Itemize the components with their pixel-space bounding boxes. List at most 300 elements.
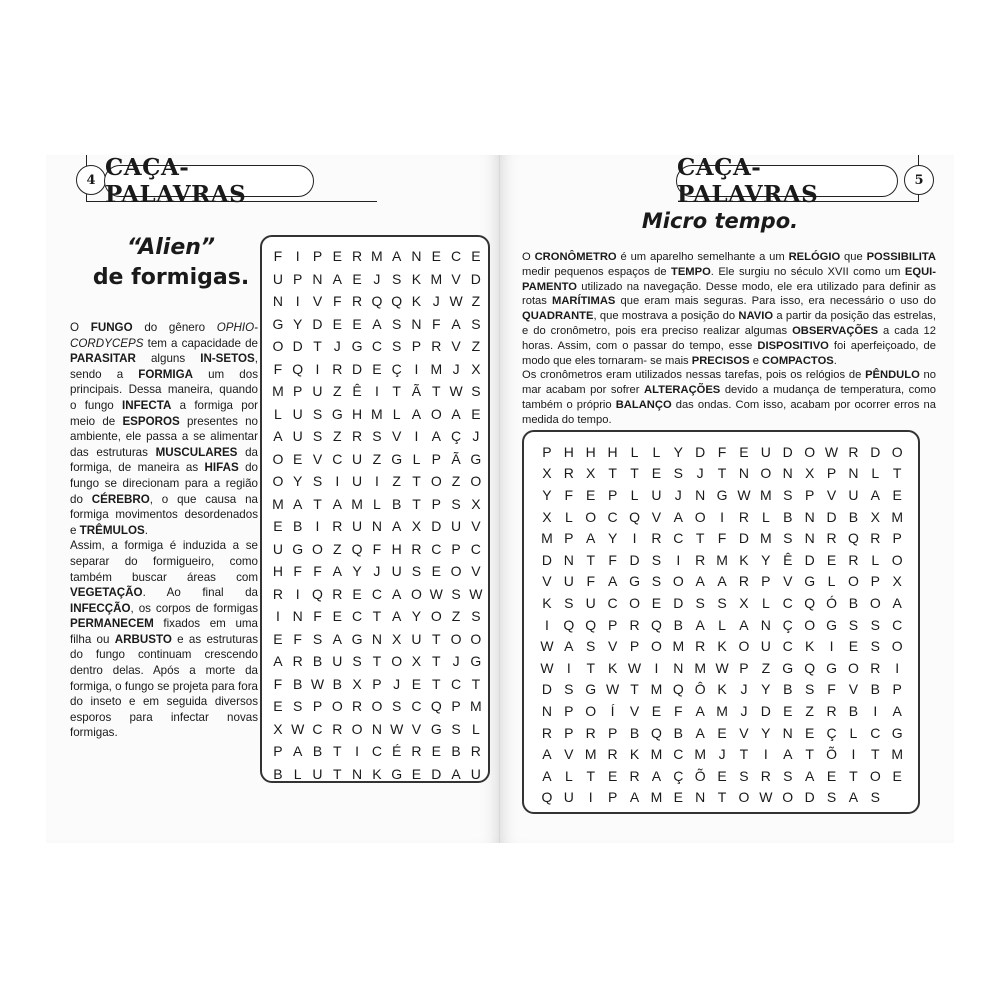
- grid-letter: Y: [673, 443, 683, 460]
- grid-letter: J: [740, 681, 748, 698]
- grid-letter: Z: [761, 659, 771, 676]
- grid-letter: E: [431, 743, 441, 760]
- grid-letter: Q: [312, 585, 323, 602]
- grid-letter: Q: [629, 508, 640, 525]
- grid-letter: K: [717, 638, 727, 655]
- text-run: é um aparelho semelhante a um: [616, 251, 789, 263]
- grid-letter: L: [564, 767, 573, 784]
- grid-letter: M: [470, 698, 482, 715]
- grid-letter: I: [295, 585, 300, 602]
- keyword: DISPOSITIVO: [757, 339, 829, 352]
- grid-letter: R: [629, 767, 640, 784]
- grid-letter: G: [272, 315, 284, 332]
- grid-letter: E: [352, 315, 362, 332]
- grid-letter: N: [371, 630, 382, 647]
- keyword: NAVIO: [738, 310, 774, 323]
- grid-letter: Ç: [782, 616, 793, 633]
- grid-letter: O: [760, 465, 772, 482]
- grid-letter: O: [585, 702, 597, 719]
- grid-letter: A: [273, 653, 283, 670]
- grid-letter: S: [392, 698, 402, 715]
- grid-letter: C: [673, 746, 684, 763]
- grid-letter: A: [651, 767, 662, 784]
- text-run: . Ele surgiu no século XVII como um: [710, 265, 905, 278]
- grid-letter: U: [312, 383, 323, 400]
- grid-letter: C: [352, 608, 363, 625]
- grid-letter: Z: [451, 473, 461, 490]
- grid-letter: I: [374, 473, 379, 490]
- keyword: BALANÇO: [615, 398, 672, 411]
- grid-letter: Z: [333, 540, 342, 557]
- grid-letter: S: [312, 405, 323, 422]
- grid-letter: Y: [761, 724, 771, 741]
- grid-letter: O: [782, 789, 794, 806]
- grid-letter: Z: [471, 338, 481, 355]
- grid-letter: P: [564, 702, 574, 719]
- grid-letter: A: [564, 638, 574, 655]
- grid-letter: B: [451, 743, 461, 760]
- grid-letter: T: [412, 495, 421, 512]
- text-run: um dos principais. Dessa maneira, quando o fungo: [70, 367, 258, 412]
- grid-letter: J: [452, 653, 460, 670]
- grid-letter: B: [293, 675, 303, 692]
- grid-letter: Y: [761, 551, 771, 568]
- grid-letter: R: [541, 724, 552, 741]
- grid-letter: M: [716, 702, 728, 719]
- grid-letter: Z: [372, 450, 382, 467]
- grid-letter: N: [292, 608, 303, 625]
- grid-letter: X: [471, 360, 481, 377]
- grid-letter: G: [782, 659, 794, 676]
- grid-letter: T: [608, 465, 617, 482]
- grid-letter: I: [654, 659, 659, 676]
- grid-letter: W: [627, 659, 642, 676]
- grid-letter: O: [694, 508, 706, 525]
- grid-letter: W: [449, 293, 463, 310]
- text-run: medir pequenos espaços de: [522, 265, 672, 278]
- grid-letter: S: [804, 681, 815, 698]
- keyword: FUNGO: [90, 321, 133, 334]
- grid-letter: O: [272, 338, 284, 355]
- grid-letter: A: [542, 767, 552, 784]
- grid-letter: O: [312, 540, 323, 557]
- grid-letter: Y: [607, 530, 618, 547]
- grid-letter: S: [352, 653, 362, 670]
- keyword: ESPOROS: [122, 414, 180, 428]
- grid-letter: O: [672, 573, 684, 590]
- grid-letter: W: [390, 720, 404, 737]
- grid-letter: Z: [333, 428, 342, 445]
- grid-letter: O: [371, 698, 383, 715]
- grid-letter: S: [392, 315, 402, 332]
- grid-letter: I: [763, 746, 768, 763]
- grid-letter: S: [651, 551, 662, 568]
- grid-letter: P: [804, 486, 815, 503]
- grid-letter: H: [563, 443, 574, 460]
- grid-letter: A: [273, 428, 283, 445]
- grid-letter: H: [352, 405, 363, 422]
- grid-letter: B: [392, 495, 402, 512]
- keyword: OBSERVAÇÕES: [792, 324, 879, 337]
- grid-letter: S: [564, 594, 574, 611]
- grid-letter: H: [391, 540, 402, 557]
- grid-letter: S: [471, 608, 481, 625]
- grid-letter: R: [332, 518, 343, 535]
- grid-letter: X: [471, 495, 481, 512]
- grid-letter: Q: [371, 293, 383, 310]
- grid-letter: O: [272, 450, 284, 467]
- grid-letter: O: [738, 789, 750, 806]
- grid-letter: A: [695, 616, 705, 633]
- grid-letter: M: [541, 530, 553, 547]
- grid-letter: M: [650, 789, 663, 806]
- grid-letter: V: [564, 746, 574, 763]
- grid-letter: P: [607, 616, 618, 633]
- grid-letter: Ç: [451, 428, 462, 445]
- grid-letter: F: [827, 681, 836, 698]
- grid-letter: T: [586, 659, 595, 676]
- grid-letter: A: [695, 702, 705, 719]
- grid-letter: H: [585, 443, 596, 460]
- grid-letter: P: [761, 573, 771, 590]
- grid-letter: P: [607, 486, 618, 503]
- grid-letter: E: [651, 702, 662, 719]
- grid-letter: N: [782, 724, 793, 741]
- keyword: ALTERAÇÕES: [644, 384, 721, 397]
- grid-letter: N: [804, 508, 815, 525]
- grid-letter: X: [411, 518, 422, 535]
- grid-letter: A: [542, 746, 552, 763]
- grid-letter: D: [470, 270, 481, 287]
- text-run: O: [522, 251, 535, 263]
- grid-letter: B: [848, 508, 859, 525]
- grid-letter: C: [451, 675, 462, 692]
- grid-letter: E: [352, 270, 362, 287]
- text-run: a partir da posição das estrelas, e do cronômetro, pois era preciso realizar algumas: [522, 310, 936, 337]
- grid-letter: A: [848, 789, 859, 806]
- grid-letter: B: [312, 653, 323, 670]
- grid-letter: U: [470, 765, 481, 782]
- grid-letter: T: [313, 495, 322, 512]
- grid-letter: L: [718, 616, 726, 633]
- grid-letter: I: [873, 702, 878, 719]
- grid-letter: L: [564, 508, 573, 525]
- grid-letter: X: [739, 594, 749, 611]
- grid-letter: D: [292, 338, 303, 355]
- grid-letter: C: [371, 585, 382, 602]
- grid-letter: S: [471, 383, 481, 400]
- grid-letter: A: [392, 585, 402, 602]
- grid-letter: O: [272, 473, 284, 490]
- grid-letter: I: [545, 616, 549, 633]
- grid-letter: N: [695, 486, 706, 503]
- grid-letter: L: [630, 486, 639, 503]
- grid-letter: E: [471, 405, 481, 422]
- grid-letter: P: [372, 675, 382, 692]
- grid-letter: E: [607, 767, 618, 784]
- text-run: fixados em uma filha ou: [70, 617, 258, 646]
- grid-letter: X: [542, 508, 552, 525]
- grid-letter: K: [372, 765, 382, 782]
- grid-letter: Z: [471, 293, 481, 310]
- grid-letter: A: [293, 495, 303, 512]
- grid-letter: W: [469, 585, 483, 602]
- grid-letter: S: [870, 789, 880, 806]
- grid-letter: D: [431, 765, 442, 782]
- grid-letter: X: [411, 653, 422, 670]
- grid-letter: R: [738, 508, 750, 525]
- title-line-1: “Alien”: [126, 235, 216, 260]
- grid-letter: V: [542, 573, 552, 590]
- grid-letter: Q: [650, 616, 662, 633]
- grid-letter: U: [848, 486, 859, 503]
- grid-letter: Ê: [783, 551, 793, 568]
- grid-letter: U: [332, 653, 343, 670]
- text-run: tem a capacidade de: [143, 336, 258, 350]
- grid-letter: F: [608, 551, 617, 568]
- grid-letter: T: [372, 608, 382, 625]
- grid-letter: Ã: [411, 383, 422, 400]
- grid-letter: T: [333, 743, 342, 760]
- grid-letter: I: [335, 473, 340, 490]
- grid-letter: N: [760, 616, 771, 633]
- grid-letter: Ç: [826, 724, 837, 741]
- grid-letter: J: [373, 563, 381, 580]
- grid-letter: C: [782, 638, 793, 655]
- grid-letter: R: [760, 767, 771, 784]
- grid-letter: W: [540, 638, 554, 655]
- grid-letter: O: [430, 608, 442, 625]
- grid-letter: I: [851, 746, 856, 763]
- grid-letter: V: [607, 638, 618, 655]
- grid-letter: P: [411, 338, 422, 355]
- grid-letter: K: [804, 638, 815, 655]
- text-run: do fungo se direcionam para a região do: [70, 461, 258, 506]
- page-number: 4: [76, 165, 106, 195]
- grid-letter: P: [293, 383, 303, 400]
- grid-letter: C: [371, 743, 382, 760]
- text-run: O: [70, 321, 91, 334]
- keyword: INFECTA: [121, 398, 172, 412]
- grid-letter: R: [352, 428, 363, 445]
- grid-letter: E: [717, 767, 727, 784]
- keyword: ARBUSTO: [114, 632, 172, 646]
- grid-letter: R: [470, 743, 481, 760]
- grid-letter: T: [630, 681, 639, 698]
- grid-letter: L: [849, 724, 858, 741]
- grid-letter: E: [826, 551, 837, 568]
- grid-letter: Z: [392, 473, 401, 490]
- grid-letter: D: [673, 594, 684, 611]
- grid-letter: A: [586, 530, 596, 547]
- grid-letter: C: [332, 450, 343, 467]
- grid-letter: I: [720, 508, 725, 525]
- grid-letter: A: [332, 495, 342, 512]
- grid-letter: M: [650, 746, 663, 763]
- grid-letter: A: [451, 315, 461, 332]
- grid-letter: B: [783, 508, 793, 525]
- grid-letter: U: [760, 638, 771, 655]
- grid-letter: A: [717, 573, 727, 590]
- word-search-box: [522, 430, 920, 814]
- grid-letter: O: [391, 653, 403, 670]
- grid-letter: B: [673, 724, 683, 741]
- grid-letter: Q: [804, 594, 816, 611]
- grid-letter: Q: [391, 293, 403, 310]
- grid-letter: R: [607, 746, 618, 763]
- paragraph: [70, 320, 258, 538]
- grid-letter: D: [760, 702, 771, 719]
- grid-letter: Z: [333, 383, 342, 400]
- text-run: e: [749, 354, 763, 367]
- grid-letter: T: [471, 675, 481, 692]
- grid-letter: B: [273, 765, 283, 782]
- grid-letter: S: [293, 698, 303, 715]
- grid-letter: R: [870, 659, 881, 676]
- grid-letter: E: [293, 450, 303, 467]
- grid-letter: E: [273, 630, 283, 647]
- grid-letter: L: [293, 765, 302, 782]
- grid-letter: M: [694, 659, 707, 676]
- grid-letter: V: [826, 486, 837, 503]
- grid-letter: N: [411, 248, 422, 265]
- grid-letter: D: [804, 551, 815, 568]
- grid-letter: W: [429, 585, 443, 602]
- grid-letter: R: [629, 616, 640, 633]
- grid-letter: G: [629, 573, 640, 590]
- grid-letter: A: [783, 746, 793, 763]
- grid-letter: O: [411, 585, 422, 602]
- grid-letter: G: [585, 681, 597, 698]
- grid-letter: Y: [761, 681, 771, 698]
- grid-letter: F: [372, 540, 382, 557]
- grid-letter: T: [695, 530, 705, 547]
- grid-letter: A: [892, 702, 902, 719]
- grid-letter: E: [586, 486, 596, 503]
- grid-letter: M: [891, 508, 904, 525]
- grid-letter: T: [372, 653, 382, 670]
- grid-letter: R: [352, 293, 363, 310]
- grid-letter: V: [848, 681, 859, 698]
- grid-letter: G: [351, 630, 363, 647]
- grid-letter: E: [431, 563, 441, 580]
- grid-letter: C: [451, 248, 462, 265]
- grid-letter: M: [584, 746, 597, 763]
- grid-letter: G: [470, 653, 482, 670]
- grid-letter: A: [411, 405, 422, 422]
- grid-letter: S: [411, 563, 422, 580]
- keyword: EQUI-PAMENTO: [522, 265, 936, 293]
- right-page: [500, 155, 954, 843]
- grid-letter: I: [315, 518, 320, 535]
- grid-letter: P: [542, 443, 552, 460]
- grid-letter: O: [351, 720, 363, 737]
- grid-letter: U: [411, 630, 422, 647]
- text-run: alguns: [135, 352, 201, 366]
- grid-letter: O: [869, 767, 881, 784]
- grid-letter: X: [392, 630, 402, 647]
- grid-letter: C: [673, 530, 684, 547]
- keyword: COMPACTOS: [762, 354, 834, 367]
- grid-letter: U: [272, 540, 283, 557]
- grid-letter: O: [804, 616, 816, 633]
- grid-letter: R: [563, 465, 574, 482]
- grid-letter: L: [274, 405, 282, 422]
- grid-letter: N: [272, 293, 283, 310]
- grid-letter: T: [871, 746, 880, 763]
- text-run: do gênero: [132, 321, 217, 334]
- grid-letter: A: [695, 573, 705, 590]
- grid-letter: M: [430, 270, 443, 287]
- grid-letter: C: [607, 508, 618, 525]
- grid-letter: G: [391, 765, 403, 782]
- grid-letter: Q: [650, 724, 662, 741]
- grid-letter: C: [782, 594, 793, 611]
- article-title: Micro tempo.: [641, 209, 799, 233]
- keyword: CÉREBRO: [91, 492, 150, 506]
- grid-letter: E: [471, 248, 481, 265]
- grid-letter: A: [673, 508, 683, 525]
- grid-letter: D: [782, 443, 793, 460]
- grid-letter: U: [312, 765, 323, 782]
- grid-letter: M: [672, 638, 685, 655]
- grid-letter: X: [352, 675, 362, 692]
- grid-letter: S: [870, 638, 880, 655]
- grid-letter: V: [739, 724, 749, 741]
- grid-letter: P: [273, 743, 283, 760]
- grid-letter: X: [273, 720, 283, 737]
- grid-letter: Q: [847, 530, 859, 547]
- grid-letter: B: [629, 724, 640, 741]
- grid-letter: S: [312, 428, 323, 445]
- grid-letter: Y: [411, 608, 422, 625]
- grid-letter: E: [273, 518, 283, 535]
- grid-letter: M: [430, 360, 443, 377]
- grid-letter: Z: [451, 608, 461, 625]
- grid-letter: A: [372, 315, 382, 332]
- text-run: .: [833, 354, 837, 367]
- keyword: PRECISOS: [691, 354, 750, 367]
- grid-letter: X: [542, 465, 552, 482]
- grid-letter: M: [716, 551, 728, 568]
- grid-letter: S: [783, 530, 793, 547]
- grid-letter: T: [431, 383, 441, 400]
- grid-letter: U: [391, 563, 402, 580]
- grid-letter: K: [739, 551, 749, 568]
- grid-letter: I: [414, 428, 419, 445]
- grid-letter: P: [629, 638, 640, 655]
- text-run: presentes no ambiente, ele passa a se alimentar das estruturas: [70, 414, 258, 459]
- grid-letter: U: [272, 270, 283, 287]
- grid-letter: R: [695, 638, 706, 655]
- grid-letter: G: [292, 540, 304, 557]
- grid-letter: N: [312, 270, 323, 287]
- grid-letter: T: [392, 383, 401, 400]
- grid-letter: Ê: [352, 383, 362, 400]
- grid-letter: Y: [293, 473, 303, 490]
- grid-letter: N: [848, 465, 859, 482]
- grid-letter: S: [586, 638, 596, 655]
- grid-letter: R: [431, 338, 442, 355]
- grid-letter: B: [332, 675, 342, 692]
- grid-letter: J: [373, 270, 381, 287]
- grid-letter: M: [371, 405, 383, 422]
- grid-letter: G: [826, 659, 837, 676]
- grid-letter: T: [431, 653, 441, 670]
- grid-letter: S: [451, 495, 461, 512]
- grid-letter: T: [586, 767, 595, 784]
- grid-letter: N: [673, 659, 684, 676]
